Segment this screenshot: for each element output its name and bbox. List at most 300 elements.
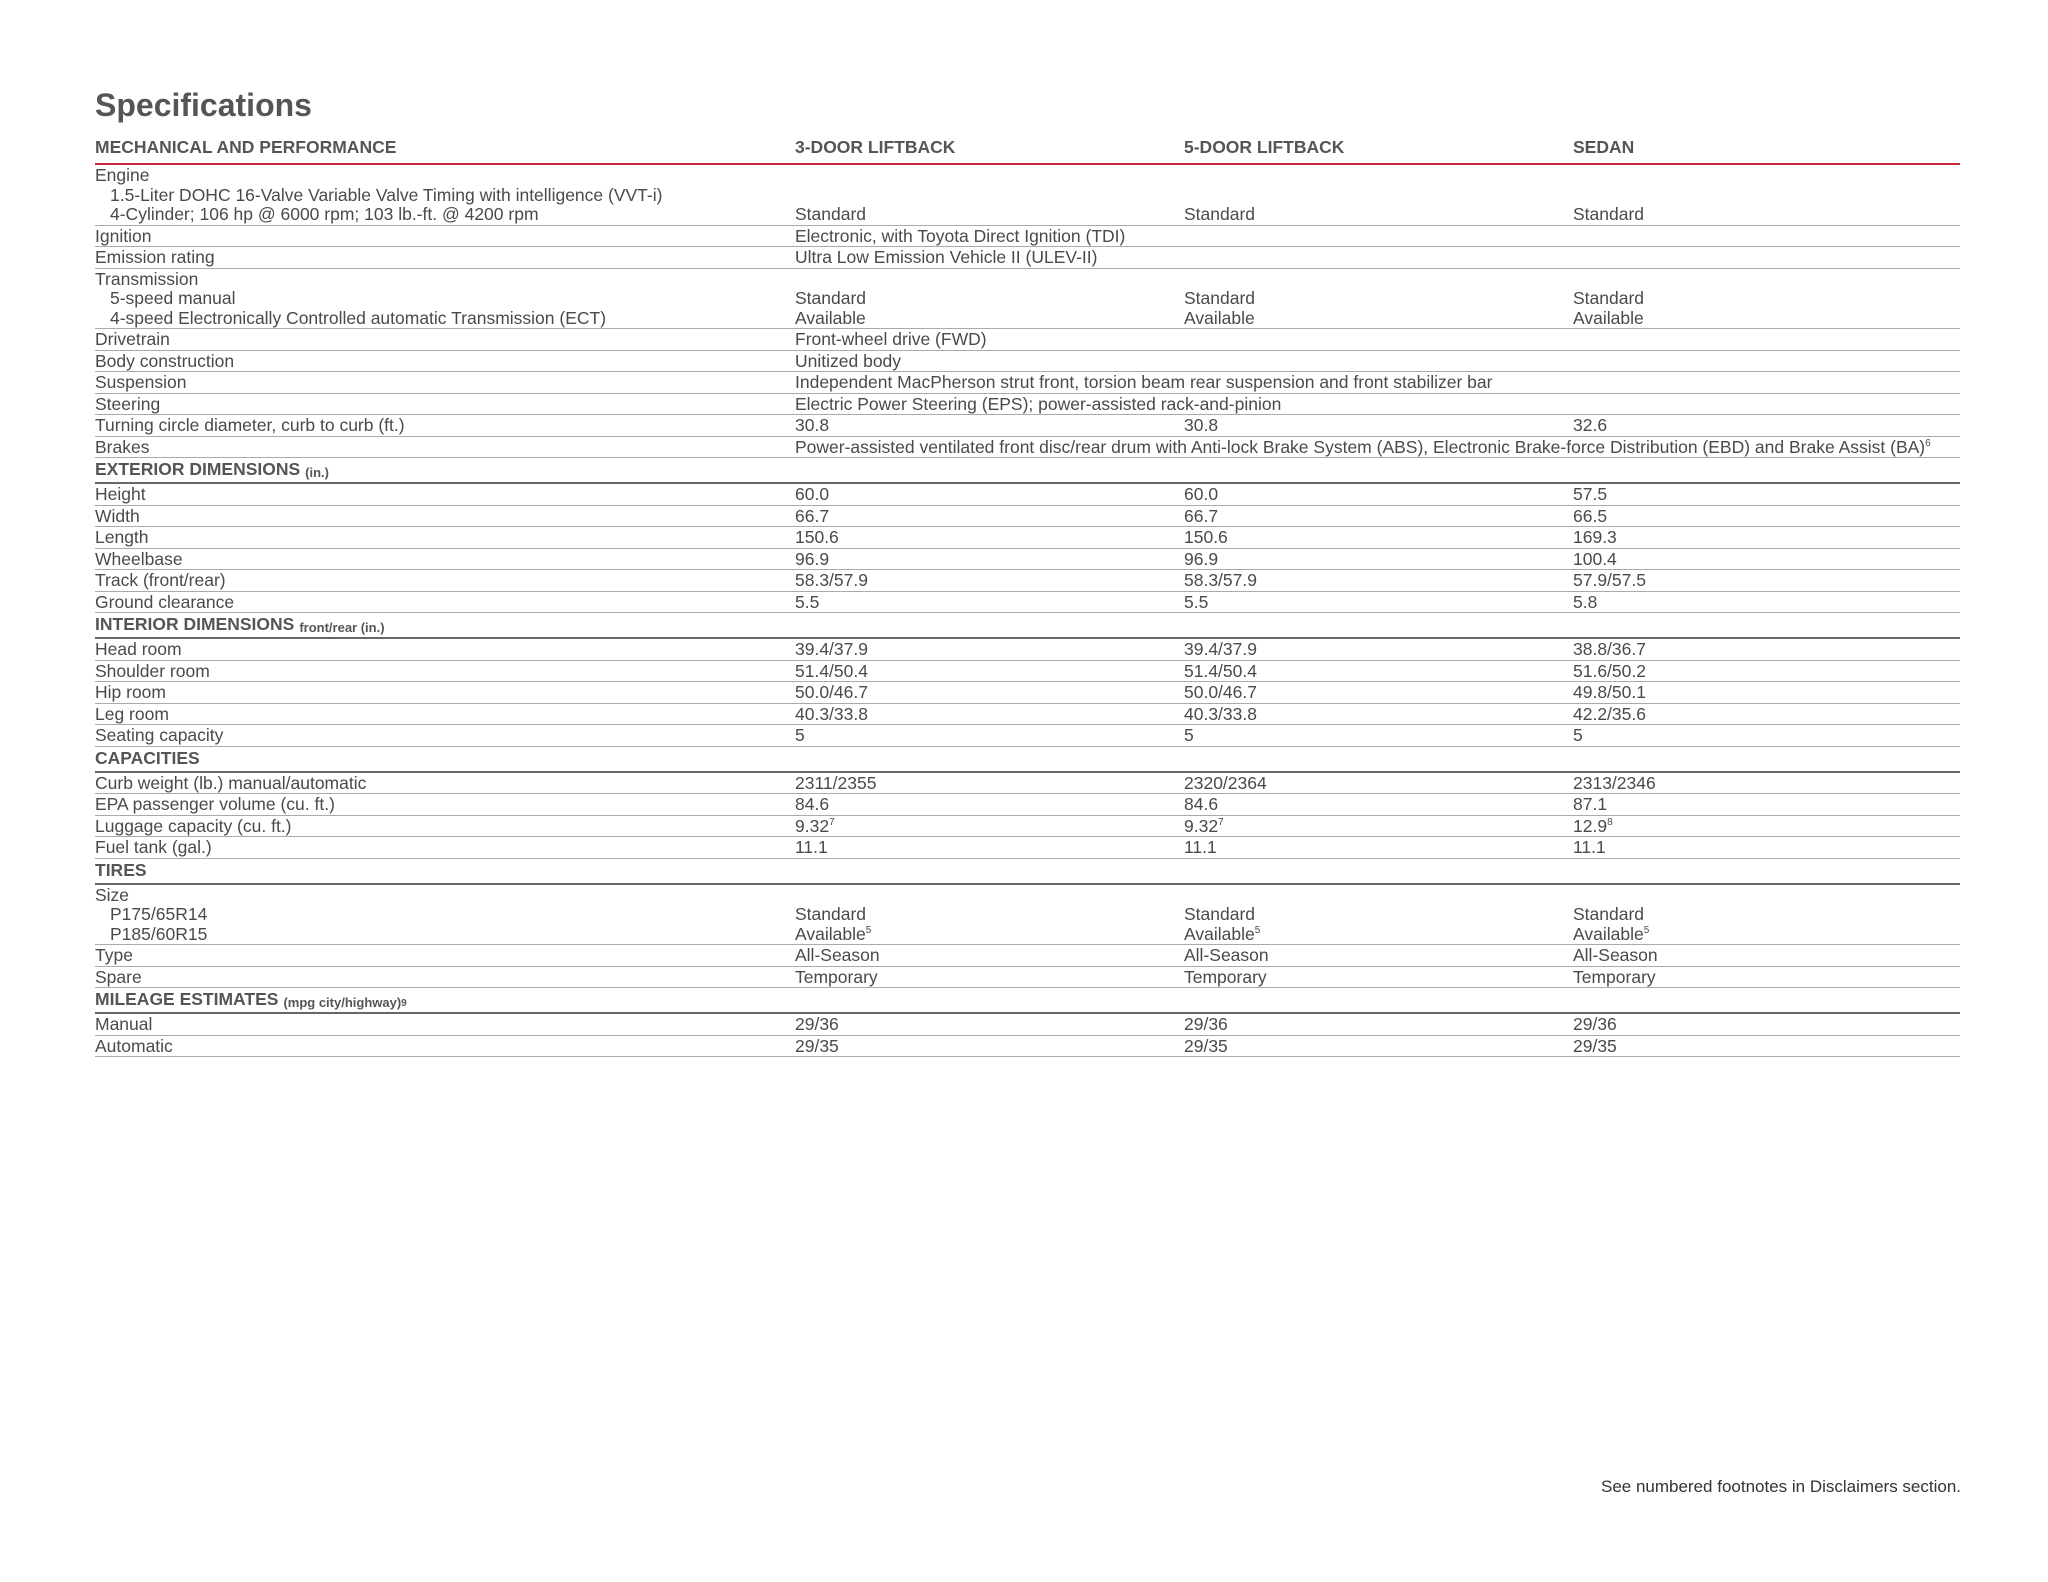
row-value-line: [1184, 726, 1573, 746]
row-value: Available: [1184, 307, 1255, 328]
row-value-3-door: [795, 639, 1184, 660]
row-value: 11.1: [795, 837, 828, 857]
row-label: Shoulder room: [95, 660, 210, 681]
row-value-line: [1184, 205, 1573, 225]
row-value: 169.3: [1573, 527, 1617, 547]
table-row: [95, 484, 1960, 506]
row-value-all-models: [795, 437, 1960, 458]
row-label-cell: [95, 165, 795, 225]
row-value-sedan: [1573, 415, 1960, 436]
row-value: Standard: [1184, 288, 1256, 308]
row-value: 30.8: [795, 415, 830, 435]
row-label: Ground clearance: [95, 591, 235, 612]
row-value: Ultra Low Emission Vehicle II (ULEV-II): [795, 247, 1098, 267]
table-row: [95, 415, 1960, 437]
row-sublabel: 4-Cylinder; 106 hp @ 6000 rpm; 103 lb.-ft. @ 4200 rpm: [110, 204, 539, 224]
row-label-cell: [95, 773, 795, 794]
row-value: 42.2/35.6: [1573, 703, 1646, 724]
row-value: 66.5: [1573, 505, 1608, 526]
row-value-line: [795, 485, 1184, 505]
row-value: Available: [1573, 923, 1644, 944]
row-value-line: [1573, 774, 1960, 794]
row-value-line: [1184, 528, 1573, 548]
row-value-5-door: [1184, 837, 1573, 858]
table-row: [95, 394, 1960, 416]
row-value: Standard: [795, 288, 867, 308]
row-value-line: [1573, 662, 1960, 682]
row-value-3-door: [795, 682, 1184, 703]
row-label: Head room: [95, 639, 182, 659]
row-value-line: [1573, 416, 1960, 436]
row-label: Brakes: [95, 436, 150, 457]
row-value-line: [795, 795, 1184, 815]
row-value: 58.3/57.9: [795, 570, 868, 590]
row-value-all-models: [795, 372, 1960, 393]
row-value-sedan: [1573, 837, 1960, 858]
row-value: 29/35: [1184, 1035, 1228, 1056]
row-label-cell: [95, 967, 795, 988]
table-row: [95, 351, 1960, 373]
row-value-sedan: [1573, 682, 1960, 703]
row-value: 40.3/33.8: [1184, 703, 1257, 724]
row-value-3-door: [795, 484, 1184, 505]
section-heading-text: MILEAGE ESTIMATES: [95, 989, 279, 1009]
row-sublabel: 1.5-Liter DOHC 16-Valve Variable Valve Timing with intelligence (VVT-i): [110, 184, 663, 205]
row-label-cell: [95, 945, 795, 966]
row-value-5-door: [1184, 682, 1573, 703]
row-value-3-door: [795, 661, 1184, 682]
row-value-3-door: [795, 1036, 1184, 1057]
row-sublabel: 5-speed manual: [110, 288, 236, 308]
row-value-line: [1184, 507, 1573, 527]
row-value-3-door: [795, 570, 1184, 591]
row-value-line: [1573, 309, 1960, 329]
column-header-5-door: 5-DOOR LIFTBACK: [1184, 137, 1345, 157]
row-value-text: [795, 227, 1960, 247]
row-value: 51.4/50.4: [795, 660, 868, 681]
row-value-5-door: [1184, 885, 1573, 945]
row-label-cell: [95, 570, 795, 591]
row-value: 57.5: [1573, 484, 1608, 504]
row-value-sedan: [1573, 549, 1960, 570]
row-value-line: [1184, 905, 1573, 925]
row-value: Available: [1573, 307, 1644, 328]
row-label: Engine: [95, 165, 150, 185]
row-value-line: [795, 968, 1184, 988]
table-row: [95, 682, 1960, 704]
row-label-cell: [95, 506, 795, 527]
row-value-line: [795, 205, 1184, 225]
row-label-cell: [95, 1036, 795, 1057]
row-value: Standard: [795, 204, 867, 224]
row-value-line: [795, 946, 1184, 966]
row-value: All-Season: [1184, 945, 1269, 965]
row-value-line: [1573, 485, 1960, 505]
footnote-marker: 7: [1218, 816, 1224, 828]
row-value-line: [1184, 817, 1573, 837]
row-value-line: [795, 550, 1184, 570]
row-value-sedan: [1573, 570, 1960, 591]
row-value-sedan: [1573, 484, 1960, 505]
row-value: 29/35: [1573, 1035, 1617, 1056]
row-value-line: [795, 593, 1184, 613]
row-value: 87.1: [1573, 794, 1608, 814]
row-value: 29/36: [795, 1014, 839, 1034]
row-value-3-door: [795, 415, 1184, 436]
section-heading-note: (mpg city/highway): [283, 995, 402, 1010]
row-value-line: [1573, 705, 1960, 725]
section-heading-tires: [95, 859, 1960, 885]
row-value: 50.0/46.7: [1184, 682, 1257, 702]
row-value-3-door: [795, 945, 1184, 966]
row-value-5-door: [1184, 704, 1573, 725]
row-value-line: [795, 683, 1184, 703]
row-value-sedan: [1573, 704, 1960, 725]
row-label: Luggage capacity (cu. ft.): [95, 815, 292, 836]
row-label-cell: [95, 885, 795, 945]
row-value: Electric Power Steering (EPS); power-assisted rack-and-pinion: [795, 393, 1282, 414]
row-value-line: [1184, 705, 1573, 725]
table-row: [95, 527, 1960, 549]
table-row: [95, 967, 1960, 989]
row-value-5-door: [1184, 794, 1573, 815]
row-label-cell: [95, 1014, 795, 1035]
row-label: Spare: [95, 966, 142, 987]
table-row: [95, 226, 1960, 248]
row-value: Unitized body: [795, 350, 902, 371]
row-value-line: [1573, 1015, 1960, 1035]
row-value: 5.5: [795, 591, 820, 612]
row-value: Available: [795, 923, 866, 944]
row-value-line: [1184, 1015, 1573, 1035]
row-label: Steering: [95, 393, 161, 414]
row-value-sedan: [1573, 661, 1960, 682]
row-value-line: [795, 817, 1184, 837]
row-value-line: [795, 905, 1184, 925]
row-value: Standard: [795, 904, 867, 924]
row-sublabel: P185/60R15: [110, 923, 208, 944]
row-value: 39.4/37.9: [795, 639, 868, 659]
row-value: All-Season: [1573, 945, 1658, 965]
row-label: Length: [95, 527, 149, 547]
row-label-cell: [95, 704, 795, 725]
row-value: 49.8/50.1: [1573, 682, 1646, 702]
row-value-line: [1573, 550, 1960, 570]
row-label: Body construction: [95, 350, 235, 371]
row-value-5-door: [1184, 816, 1573, 837]
table-row: [95, 592, 1960, 614]
row-value-3-door: [795, 837, 1184, 858]
table-row: [95, 794, 1960, 816]
footnote-marker: 9: [401, 998, 407, 1009]
row-value-3-door: [795, 592, 1184, 613]
row-value: 9.32: [1184, 815, 1219, 836]
table-row: [95, 329, 1960, 351]
row-value: 66.7: [1184, 505, 1219, 526]
row-label-cell: [95, 661, 795, 682]
row-value-line: [1184, 683, 1573, 703]
table-row: [95, 570, 1960, 592]
row-value-3-door: [795, 549, 1184, 570]
row-value: 84.6: [1184, 794, 1219, 814]
row-value-line: [795, 528, 1184, 548]
row-value-3-door: [795, 885, 1184, 945]
table-row: [95, 773, 1960, 795]
row-value-line: [1573, 528, 1960, 548]
row-value-5-door: [1184, 639, 1573, 660]
row-value-line: [1184, 640, 1573, 660]
section-heading-interior: [95, 613, 1960, 639]
row-value-5-door: [1184, 967, 1573, 988]
row-value-line: [1573, 838, 1960, 858]
table-row: [95, 837, 1960, 859]
row-value-text: [795, 438, 1960, 458]
table-row: [95, 1014, 1960, 1036]
table-row: [95, 506, 1960, 528]
row-value: Temporary: [1184, 966, 1267, 987]
row-label-cell: [95, 415, 795, 436]
row-value-line: [1573, 571, 1960, 591]
row-label-cell: [95, 816, 795, 837]
row-value-line: [1573, 905, 1960, 925]
row-value-5-door: [1184, 549, 1573, 570]
row-value: 5.5: [1184, 591, 1209, 612]
footnote-marker: 7: [829, 816, 835, 828]
row-value-line: [1184, 968, 1573, 988]
row-value: 96.9: [1184, 548, 1219, 569]
row-label: Type: [95, 945, 133, 965]
row-value-line: [1573, 289, 1960, 309]
footnote-text: See numbered footnotes in Disclaimers section.: [1600, 1477, 1961, 1496]
row-value-5-door: [1184, 484, 1573, 505]
row-value: All-Season: [795, 945, 880, 965]
row-value-line: [1573, 1037, 1960, 1057]
row-value-3-door: [795, 269, 1184, 329]
row-label: Leg room: [95, 703, 169, 724]
row-value: 5.8: [1573, 591, 1598, 612]
row-value-line: [795, 507, 1184, 527]
table-row: [95, 661, 1960, 683]
page-title: Specifications: [95, 87, 312, 123]
row-value-line: [795, 571, 1184, 591]
row-value: 29/36: [1573, 1014, 1617, 1034]
row-value-line: [1184, 289, 1573, 309]
row-value-line: [1184, 593, 1573, 613]
row-label: Drivetrain: [95, 329, 170, 349]
row-value-line: [795, 705, 1184, 725]
row-value-line: [1184, 838, 1573, 858]
row-value-line: [795, 1015, 1184, 1035]
section-heading-text: CAPACITIES: [95, 747, 200, 768]
row-value: Temporary: [795, 966, 878, 987]
row-value-sedan: [1573, 967, 1960, 988]
row-value: 60.0: [795, 484, 830, 504]
row-value-line: [795, 774, 1184, 794]
row-value: 29/36: [1184, 1014, 1228, 1034]
table-row: [95, 1036, 1960, 1058]
row-value-sedan: [1573, 816, 1960, 837]
row-value: 39.4/37.9: [1184, 639, 1257, 659]
row-value-line: [1184, 571, 1573, 591]
footnote-marker: 5: [865, 924, 872, 936]
row-value-sedan: [1573, 794, 1960, 815]
row-label-cell: [95, 329, 795, 350]
row-value: 2311/2355: [795, 772, 877, 793]
row-label-cell: [95, 247, 795, 268]
row-value: Available: [795, 307, 866, 328]
table-row: [95, 437, 1960, 459]
row-value: 100.4: [1573, 548, 1617, 569]
row-value-line: [1184, 946, 1573, 966]
row-value-line: [1184, 662, 1573, 682]
row-value: 150.6: [1184, 527, 1228, 547]
row-label: Fuel tank (gal.): [95, 837, 212, 857]
row-label: Manual: [95, 1014, 153, 1034]
row-label-cell: [95, 226, 795, 247]
row-value: 51.6/50.2: [1573, 660, 1646, 681]
section-heading-mileage: [95, 988, 1960, 1014]
row-value-line: [1573, 946, 1960, 966]
row-value-5-door: [1184, 1014, 1573, 1035]
row-value-5-door: [1184, 773, 1573, 794]
row-value-line: [1573, 640, 1960, 660]
row-value-5-door: [1184, 592, 1573, 613]
row-value-line: [1184, 1037, 1573, 1057]
row-sublabel: 4-speed Electronically Controlled automatic Transmission (ECT): [110, 307, 607, 328]
row-value-line: [795, 416, 1184, 436]
row-value-5-door: [1184, 945, 1573, 966]
row-value-line: [795, 925, 1184, 945]
row-value: 60.0: [1184, 484, 1219, 504]
table-row: [95, 704, 1960, 726]
row-value-5-door: [1184, 570, 1573, 591]
row-value-sedan: [1573, 592, 1960, 613]
row-value-line: [1573, 795, 1960, 815]
row-label: Height: [95, 484, 146, 504]
row-value-3-door: [795, 794, 1184, 815]
row-value-3-door: [795, 165, 1184, 225]
row-value: Temporary: [1573, 966, 1656, 987]
row-value-sedan: [1573, 506, 1960, 527]
row-value-5-door: [1184, 527, 1573, 548]
row-value-line: [1573, 968, 1960, 988]
table-row: [95, 816, 1960, 838]
row-value-5-door: [1184, 1036, 1573, 1057]
row-value: 96.9: [795, 548, 830, 569]
column-header-category: MECHANICAL AND PERFORMANCE: [95, 137, 397, 157]
row-label-cell: [95, 794, 795, 815]
row-label-cell: [95, 639, 795, 660]
row-value: 2320/2364: [1184, 772, 1267, 793]
row-label: Hip room: [95, 682, 166, 702]
row-value: 5: [1184, 725, 1194, 745]
row-label-cell: [95, 394, 795, 415]
column-header-sedan: SEDAN: [1573, 137, 1635, 157]
row-value: 30.8: [1184, 415, 1219, 435]
row-value: 11.1: [1184, 837, 1217, 857]
table-row: [95, 639, 1960, 661]
row-value-line: [795, 838, 1184, 858]
row-value-sedan: [1573, 1014, 1960, 1035]
section-heading-text: EXTERIOR DIMENSIONS: [95, 459, 301, 479]
spec-page: [95, 86, 1960, 1057]
row-value-line: [1573, 593, 1960, 613]
row-label: Emission rating: [95, 247, 215, 267]
row-value: 40.3/33.8: [795, 703, 868, 724]
row-value-3-door: [795, 506, 1184, 527]
row-value-5-door: [1184, 506, 1573, 527]
row-value: Power-assisted ventilated front disc/rear drum with Anti-lock Brake System (ABS), Electronic Brake-force Distribution (EBD) and Brake Assist (BA): [795, 436, 1926, 457]
row-label: Transmission: [95, 268, 199, 289]
row-value-text: [795, 330, 1960, 350]
row-value: 51.4/50.4: [1184, 660, 1257, 681]
row-value-5-door: [1184, 165, 1573, 225]
row-value: 12.9: [1573, 815, 1608, 836]
footnote-marker: 8: [1607, 816, 1613, 828]
row-value: 38.8/36.7: [1573, 639, 1646, 659]
footnote-marker: 5: [1254, 924, 1261, 936]
row-label: Width: [95, 505, 140, 526]
row-value-line: [795, 662, 1184, 682]
row-value: Standard: [1573, 288, 1645, 308]
row-value-line: [1184, 309, 1573, 329]
row-value-line: [1573, 726, 1960, 746]
row-value-5-door: [1184, 269, 1573, 329]
row-value: Electronic, with Toyota Direct Ignition (TDI): [795, 225, 1126, 246]
row-value-all-models: [795, 226, 1960, 247]
row-label-cell: [95, 372, 795, 393]
row-value: 29/35: [795, 1035, 839, 1056]
row-value-line: [795, 309, 1184, 329]
row-label: Seating capacity: [95, 725, 224, 745]
row-value-sedan: [1573, 945, 1960, 966]
row-value: Standard: [1184, 204, 1256, 224]
section-heading-note: front/rear (in.): [299, 620, 385, 635]
row-value-sedan: [1573, 1036, 1960, 1057]
row-value-text: [795, 395, 1960, 415]
row-value-all-models: [795, 394, 1960, 415]
section-heading-exterior: [95, 458, 1960, 484]
row-value-sedan: [1573, 527, 1960, 548]
row-value-5-door: [1184, 725, 1573, 746]
row-value: 84.6: [795, 794, 830, 814]
row-value-line: [795, 289, 1184, 309]
row-value-3-door: [795, 967, 1184, 988]
row-value-all-models: [795, 351, 1960, 372]
row-value-3-door: [795, 527, 1184, 548]
row-value: 5: [1573, 725, 1583, 745]
row-value-line: [1573, 683, 1960, 703]
row-label: Ignition: [95, 225, 152, 246]
row-value-line: [795, 726, 1184, 746]
row-value: Independent MacPherson strut front, torsion beam rear suspension and front stabilizer bar: [795, 372, 1493, 392]
row-label: Turning circle diameter, curb to curb (ft.): [95, 415, 405, 435]
row-label: Size: [95, 884, 130, 905]
row-value: Standard: [1573, 904, 1645, 924]
row-value: 150.6: [795, 527, 839, 547]
row-value-line: [795, 640, 1184, 660]
row-value: Available: [1184, 923, 1255, 944]
row-value-line: [795, 1037, 1184, 1057]
row-value-line: [1573, 925, 1960, 945]
row-value-text: [795, 248, 1960, 268]
row-label: Curb weight (lb.) manual/automatic: [95, 772, 367, 793]
row-label-cell: [95, 351, 795, 372]
row-value-line: [1184, 774, 1573, 794]
row-value: 11.1: [1573, 837, 1606, 857]
row-value: Standard: [1573, 204, 1645, 224]
row-value-5-door: [1184, 415, 1573, 436]
